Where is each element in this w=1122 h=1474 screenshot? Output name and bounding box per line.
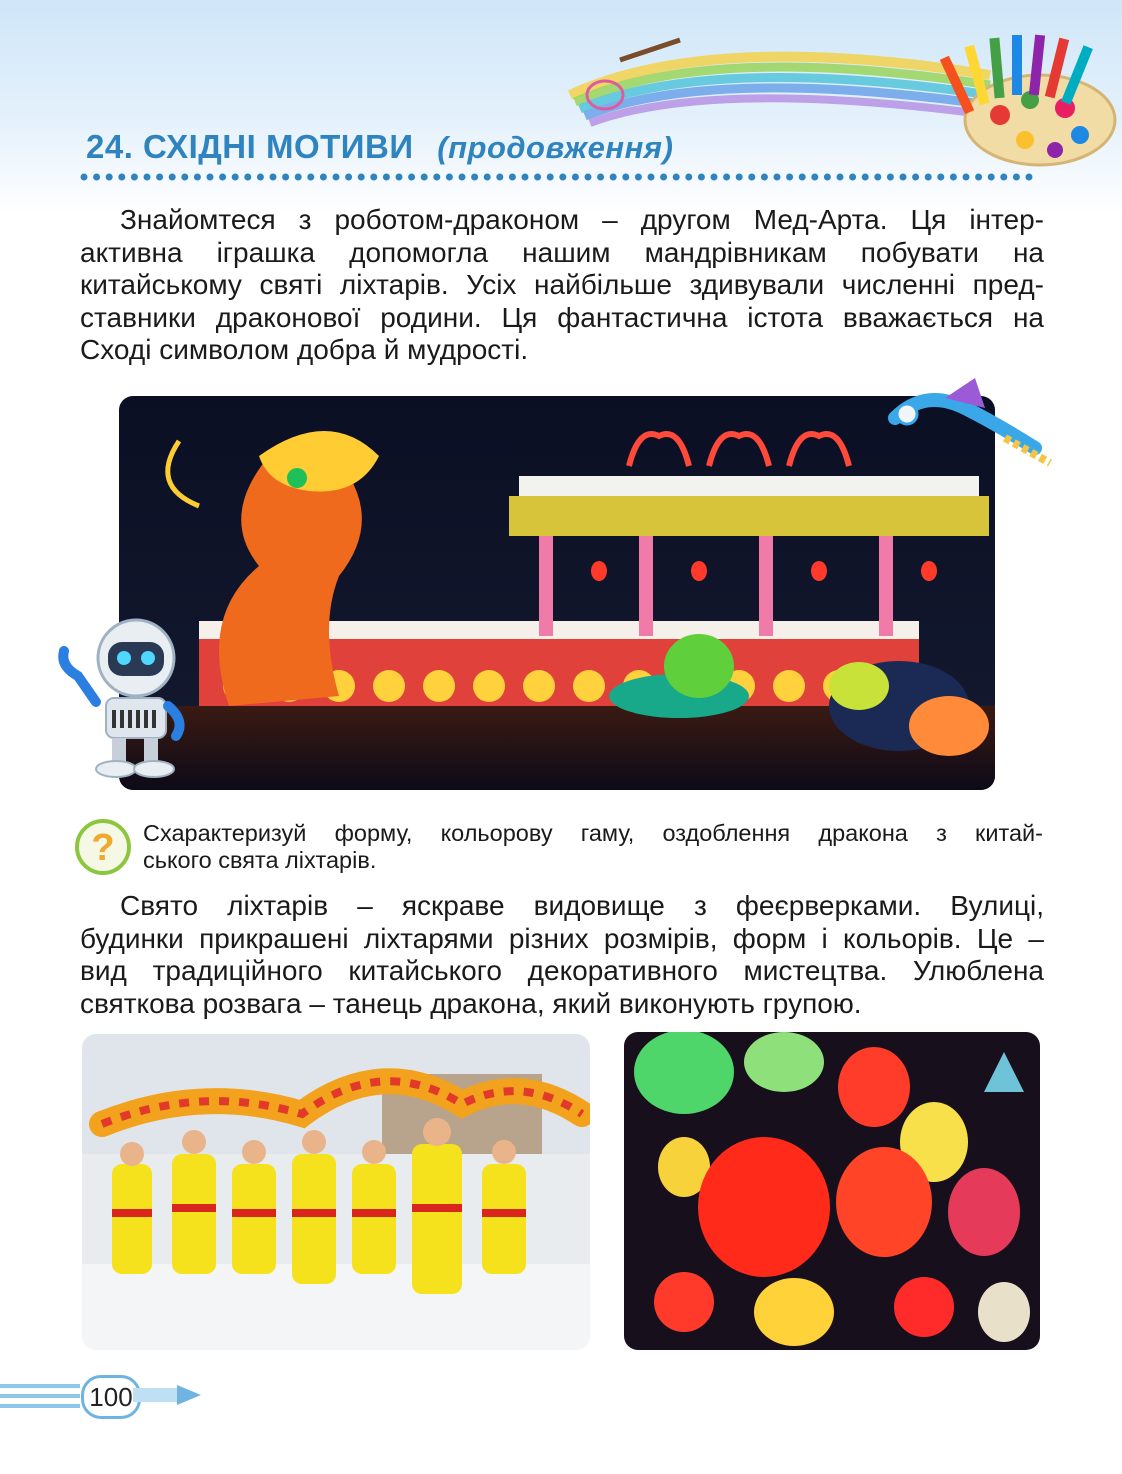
dragon-toy-illustration — [885, 378, 1055, 478]
page-number: 100 — [81, 1375, 141, 1419]
question-line: Схарактеризуй форму, кольорову гаму, оздоблення дракона з китай- — [143, 820, 1043, 846]
intro-paragraph — [80, 204, 1044, 367]
lantern-festival-paragraph — [80, 890, 1044, 1020]
paragraph-line: будинки прикрашені ліхтарями різних розмірів, форм і кольорів. Це – — [80, 922, 1044, 954]
dragon-lantern-boat-photo — [119, 396, 995, 790]
lanterns-photo — [624, 1032, 1040, 1350]
robot-illustration — [56, 606, 192, 778]
question-mark-icon — [74, 818, 132, 876]
footer-lines-decoration — [0, 1378, 80, 1414]
question-line: ського свята ліхтарів. — [143, 847, 377, 873]
palette-pencils-illustration — [930, 20, 1120, 170]
question-prompt — [143, 820, 1043, 874]
paragraph-line: активна іграшка допомогла нашим мандрівникам побувати на — [80, 236, 1044, 268]
svg-text:?: ? — [91, 827, 115, 869]
paragraph-line: Знайомтеся з роботом-драконом – другом Мед-Арта. Ця інтер- — [120, 204, 1044, 235]
paragraph-line: ставники драконової родини. Ця фантастична істота вважається на — [80, 301, 1044, 333]
page-title — [86, 128, 673, 166]
paragraph-line: Сході символом добра й мудрості. — [80, 334, 529, 365]
paragraph-line: Свято ліхтарів – яскраве видовище з феєрверками. Вулиці, — [120, 890, 1044, 921]
title-dotted-divider — [78, 170, 1044, 184]
title-subtitle: (продовження) — [437, 130, 674, 165]
paragraph-line: вид традиційного китайського декоративного мистецтва. Улюблена — [80, 955, 1044, 986]
paragraph-line: святкова розвага – танець дракона, який виконують групою. — [80, 987, 862, 1019]
dragon-dance-photo — [82, 1034, 590, 1350]
pencil-icon — [133, 1381, 203, 1409]
title-number: 24. — [86, 128, 134, 165]
title-main: СХІДНІ МОТИВИ — [143, 128, 414, 165]
paragraph-line: китайському святі ліхтарів. Усіх найбільше здивували численні пред- — [80, 269, 1044, 300]
